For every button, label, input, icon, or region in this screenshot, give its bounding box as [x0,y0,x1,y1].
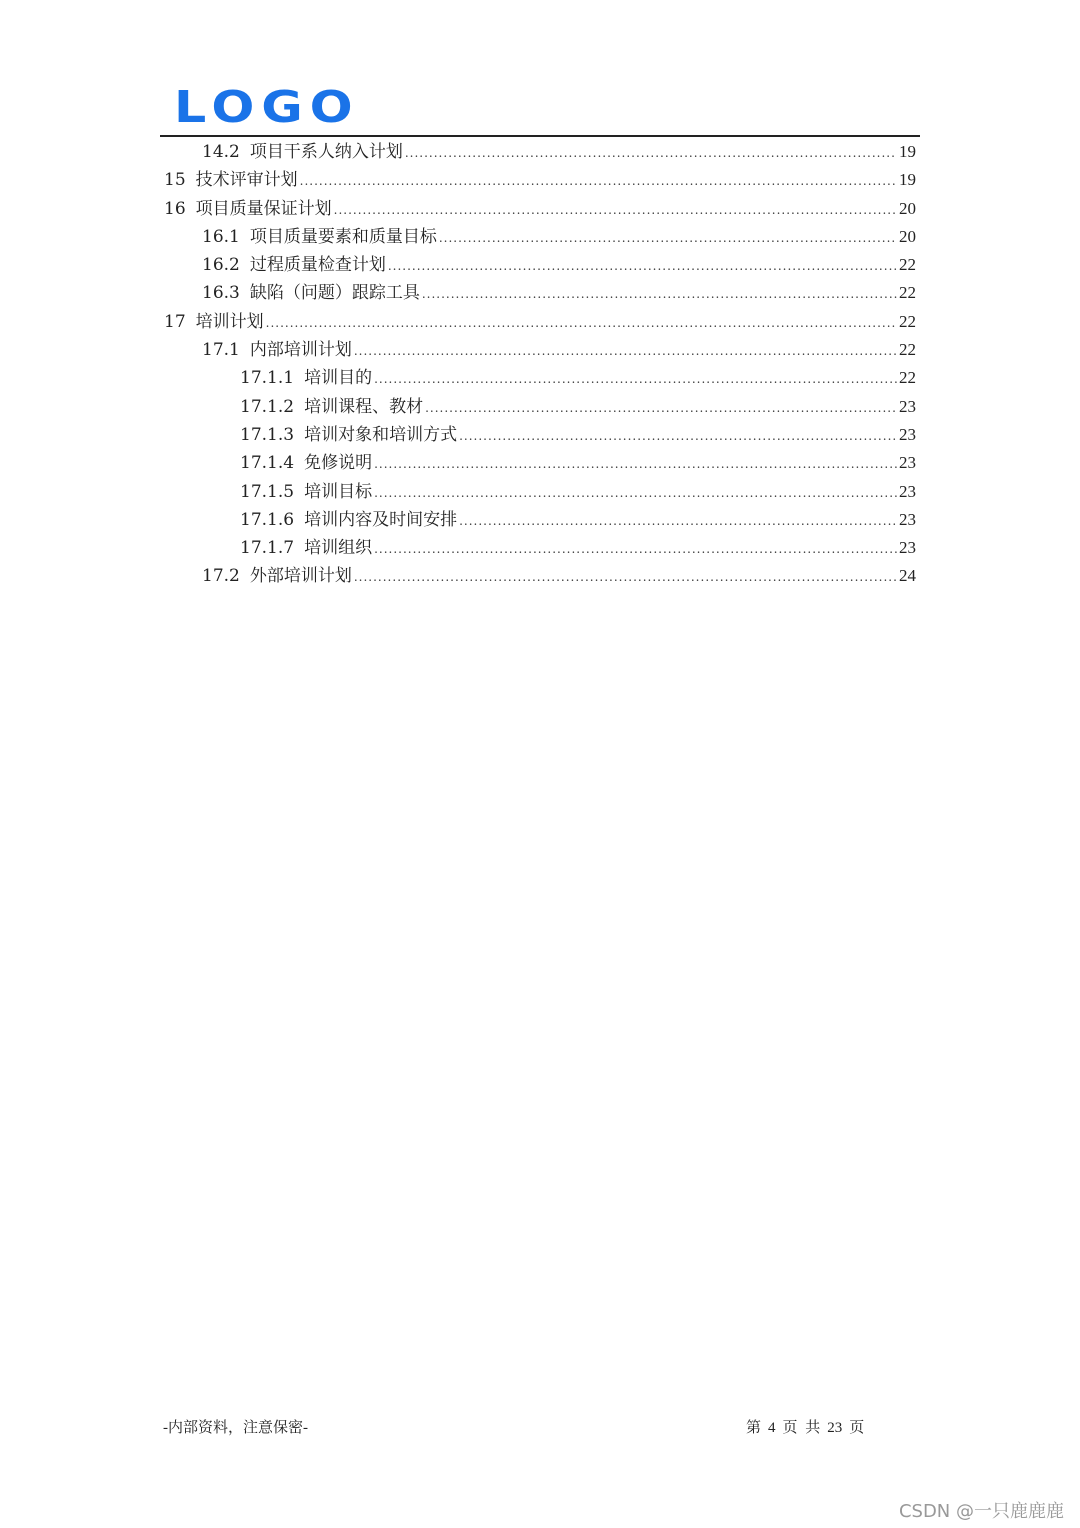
toc-dot-leader [374,365,897,393]
toc-entry-title: 项目干系人纳入计划 [249,142,403,162]
toc-dot-leader [374,479,897,507]
toc-entry[interactable] [164,534,916,562]
toc-entry-page: 24 [899,566,916,586]
toc-entry-page: 20 [899,198,916,218]
toc-entry-title: 培训课程、教材 [304,396,424,417]
toc-entry-title: 培训内容及时间安排 [304,509,458,530]
toc-entry[interactable] [164,195,916,223]
toc-entry[interactable] [164,506,916,534]
toc-dot-leader [354,563,897,591]
toc-entry[interactable] [164,449,916,477]
toc-entry-number: 16.3 [202,283,240,304]
toc-entry-number: 14.2 [202,142,240,162]
toc-entry-page: 19 [899,170,916,190]
toc-entry-title: 培训组织 [304,538,373,559]
toc-dot-leader [459,422,897,450]
page-total: 23 [827,1420,843,1436]
toc-entry[interactable] [164,421,916,449]
toc-entry[interactable] [164,166,916,194]
toc-entry-title: 免修说明 [304,453,373,474]
toc-entry[interactable] [164,223,916,251]
toc-entry-page: 22 [899,283,916,303]
toc-entry-page: 22 [899,368,916,388]
toc-entry-number: 17.1.5 [240,481,295,502]
toc-dot-leader [459,507,897,535]
toc-dot-leader [374,450,897,478]
toc-entry-number: 16.1 [202,226,240,247]
toc-entry[interactable] [164,393,916,421]
toc-entry-page: 23 [899,424,916,444]
toc-entry-page: 23 [899,481,916,501]
toc-entry-title: 过程质量检查计划 [249,255,386,276]
toc-dot-leader [266,309,897,337]
toc-entry[interactable] [164,478,916,506]
toc-entry-title: 培训对象和培训方式 [304,424,458,445]
toc-entry-number: 17.1 [202,340,240,361]
toc-dot-leader [334,196,897,224]
toc-entry-number: 17.1.3 [240,424,295,445]
toc-entry-number: 17.1.1 [240,368,295,389]
toc-dot-leader [300,167,897,195]
toc-entry-number: 17.1.2 [240,396,295,417]
toc-dot-leader [439,224,897,252]
toc-entry-title: 培训目标 [304,481,373,502]
footer-page-number [746,1416,871,1437]
toc-entry[interactable] [164,279,916,307]
footer-confidential-note: -内部资料，注意保密- [163,1420,308,1436]
toc-entry-number: 17.1.7 [240,538,295,559]
header-rule [160,135,920,137]
toc-entry-number: 17 [164,311,186,332]
toc-entry-page: 22 [899,311,916,331]
toc-entry[interactable] [164,336,916,364]
toc-dot-leader [422,280,897,308]
toc-dot-leader [354,337,897,365]
toc-entry-page: 23 [899,509,916,529]
company-logo: LOGO [174,82,360,133]
toc-entry-number: 17.1.6 [240,509,295,530]
toc-entry-title: 内部培训计划 [249,340,352,361]
toc-entry-page: 19 [899,142,916,161]
toc-entry-title: 技术评审计划 [195,170,298,191]
toc-entry[interactable] [164,308,916,336]
page-current: 4 [768,1420,776,1436]
toc-entry-number: 17.2 [202,566,240,587]
page-mid: 页 共 [782,1420,821,1436]
toc-entry[interactable] [164,138,916,166]
page-suffix: 页 [849,1420,865,1436]
toc-entry-page: 20 [899,226,916,246]
toc-entry[interactable] [164,562,916,590]
toc-dot-leader [374,535,897,563]
watermark: CSDN @一只鹿鹿鹿 [898,1501,1064,1522]
toc-entry-number: 16.2 [202,255,240,276]
toc-dot-leader [425,394,897,422]
toc-entry-title: 培训计划 [195,311,264,332]
toc-entry[interactable] [164,251,916,279]
toc-entry-number: 16 [164,198,186,219]
toc-entry-number: 17.1.4 [240,453,295,474]
toc-entry-page: 22 [899,340,916,360]
toc-entry-title: 项目质量保证计划 [195,198,332,219]
toc-dot-leader [388,252,897,280]
toc-entry-page: 23 [899,453,916,473]
toc-entry-title: 缺陷（问题）跟踪工具 [249,283,420,304]
page-prefix: 第 [746,1420,762,1436]
toc-dot-leader [405,139,897,167]
table-of-contents [164,138,916,591]
toc-entry-page: 23 [899,538,916,558]
toc-entry-number: 15 [164,170,186,191]
toc-entry-title: 培训目的 [304,368,373,389]
toc-entry-page: 22 [899,255,916,275]
toc-entry-title: 项目质量要素和质量目标 [249,226,437,247]
toc-entry[interactable] [164,364,916,392]
toc-entry-title: 外部培训计划 [249,566,352,587]
toc-entry-page: 23 [899,396,916,416]
